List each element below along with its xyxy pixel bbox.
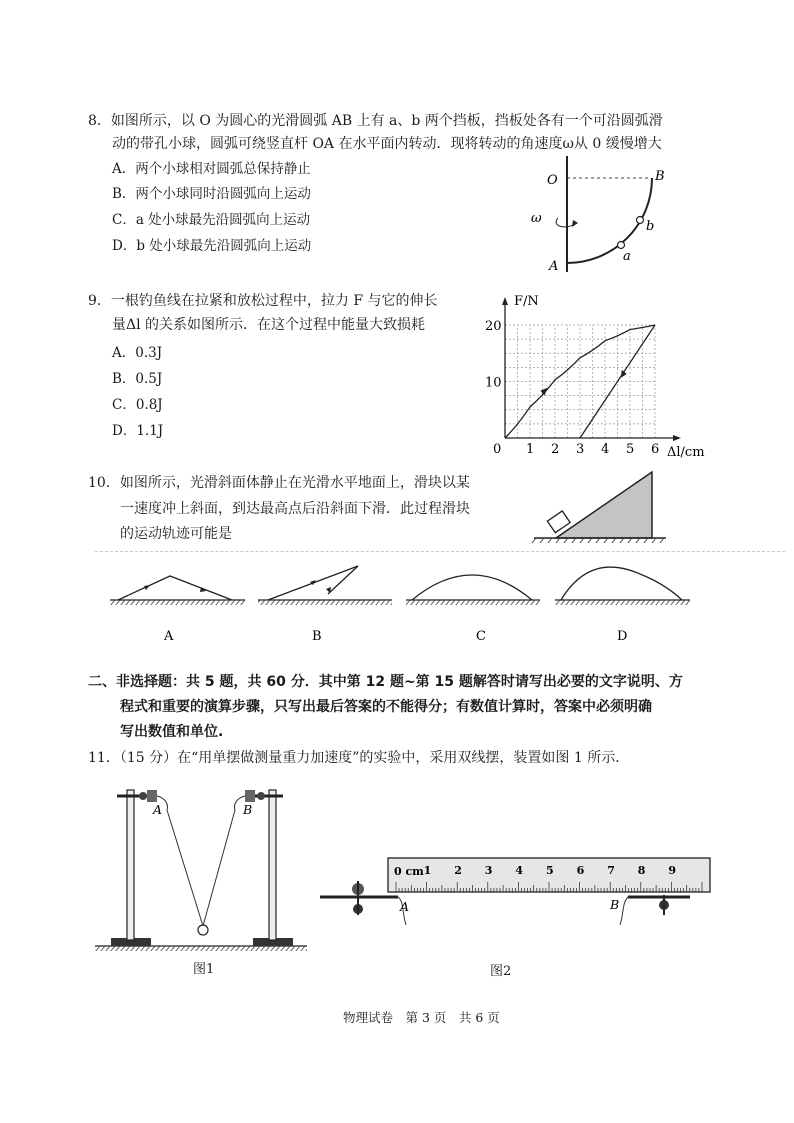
- q8-label-b-upper: B: [655, 169, 665, 184]
- q8-label-b: b: [646, 219, 655, 234]
- q11-fig2-ruler: [318, 855, 718, 927]
- q11-fig2-label-b: B: [610, 897, 620, 912]
- q10-stem-line1: 10．如图所示，光滑斜面体静止在光滑水平地面上，滑块以某: [88, 475, 470, 491]
- q10-divider: [95, 551, 785, 552]
- q9-option-c: C．0.8J: [112, 397, 163, 413]
- q9-option-a: A．0.3J: [112, 345, 163, 361]
- q8-label-a-upper: A: [549, 259, 559, 274]
- q10-stem-line2: 一速度冲上斜面，到达最高点后沿斜面下滑．此过程滑块: [120, 501, 470, 517]
- ruler-number: 1: [423, 864, 432, 877]
- q10-choice-a-figure: [110, 576, 245, 605]
- q9-x-tick-label: 1: [526, 442, 535, 457]
- q9-y-tick-label: 20: [485, 319, 502, 334]
- q8-label-a: a: [623, 249, 631, 264]
- q11-fig1-caption: 图1: [193, 962, 215, 977]
- q9-x-tick-label: 4: [601, 442, 610, 457]
- q10-choice-b-figure: [258, 566, 392, 605]
- q10-incline-figure: [520, 468, 670, 544]
- q9-option-d: D．1.1J: [112, 423, 164, 439]
- q10-slider-block: [547, 511, 570, 533]
- ruler-number: 9: [668, 864, 677, 877]
- q8-stem-line1: 8．如图所示，以 O 为圆心的光滑圆弧 AB 上有 a、b 两个挡板，挡板处各有一个可沿圆弧滑: [88, 113, 663, 129]
- q9-y-tick-label: 10: [485, 375, 502, 391]
- q11-fig2-caption: 图2: [490, 964, 512, 979]
- q9-option-b: B．0.5J: [112, 371, 163, 387]
- q11-fig1-label-b: B: [243, 802, 253, 817]
- q10-trajectory-choices: [100, 558, 720, 654]
- q11-stem: 11．（15 分）在“用单摆做测量重力加速度”的实验中，采用双线摆，装置如图 1 所示．: [88, 750, 630, 766]
- q10-choice-d-figure: [555, 567, 690, 605]
- section2-line3: 写出数值和单位.: [120, 724, 224, 740]
- ruler-unit-label: 0 cm: [394, 865, 424, 878]
- q10-choice-a-label: A: [164, 629, 174, 644]
- q9-x-tick-label: 2: [551, 442, 560, 457]
- q8-stem-line2: 动的带孔小球，圆弧可绕竖直杆 OA 在水平面内转动．现将转动的角速度ω从 0 缓慢增大: [112, 136, 662, 152]
- q10-stem-line3: 的运动轨迹可能是: [120, 526, 232, 542]
- q9-x-tick-label: 6: [651, 442, 660, 457]
- ruler-numbers: [424, 864, 676, 877]
- ruler-number: 6: [576, 864, 585, 877]
- q9-loading-arrow: [541, 388, 548, 396]
- q9-y-axis-arrow: [502, 297, 508, 305]
- q8-label-omega: ω: [531, 211, 542, 226]
- q8-label-o: O: [547, 173, 558, 188]
- q8-option-b: B．两个小球同时沿圆弧向上运动: [112, 186, 311, 202]
- q10-choice-c-label: C: [476, 629, 486, 644]
- q9-stem-line2: 量Δl 的关系如图所示．在这个过程中能量大致损耗: [112, 317, 426, 333]
- q9-xlabel: Δl/cm: [667, 445, 705, 460]
- ruler-number: 3: [484, 864, 493, 877]
- q11-fig1-bifilar-pendulum: [95, 778, 310, 953]
- q8-option-d: D．b 处小球最先沿圆弧向上运动: [112, 238, 312, 254]
- q9-x-axis-arrow: [673, 435, 681, 441]
- ruler-number: 8: [637, 864, 646, 877]
- page-footer: 物理试卷 第 3 页 共 6 页: [343, 1010, 500, 1025]
- q8-option-a: A．两个小球相对圆弧总保持静止: [112, 161, 311, 177]
- ruler-number: 7: [607, 864, 615, 877]
- q9-x-tick-label: 5: [626, 442, 635, 457]
- q9-stem-line1: 9．一根钓鱼线在拉紧和放松过程中，拉力 F 与它的伸长: [88, 293, 438, 309]
- q9-tick-labels: [485, 319, 659, 457]
- q11-fig1-label-a: A: [153, 802, 163, 817]
- ruler-number: 2: [454, 864, 462, 877]
- q9-grid: [505, 325, 655, 438]
- q10-choice-d-label: D: [617, 629, 628, 644]
- q9-ylabel: F/N: [514, 294, 539, 309]
- q8-option-c: C．a 处小球最先沿圆弧向上运动: [112, 212, 311, 228]
- q10-choice-b-label: B: [312, 629, 322, 644]
- q9-axes: [502, 297, 681, 441]
- q9-force-extension-chart: [470, 285, 720, 463]
- q11-fig2-label-a: A: [400, 899, 410, 914]
- section2-line2: 程式和重要的演算步骤，只写出最后答案的不能得分；有数值计算时，答案中必须明确: [120, 699, 652, 715]
- ruler-number: 4: [515, 864, 524, 877]
- q9-x-tick-label: 0: [493, 442, 502, 457]
- section2-line1: 二、非选择题：共 5 题，共 60 分．其中第 12 题~第 15 题解答时请写出必要的文字说明、方: [88, 674, 683, 690]
- q10-choice-c-figure: [406, 575, 540, 605]
- q8-arc-figure: [525, 150, 685, 280]
- ruler-number: 5: [546, 864, 554, 877]
- q9-x-tick-label: 3: [576, 442, 585, 457]
